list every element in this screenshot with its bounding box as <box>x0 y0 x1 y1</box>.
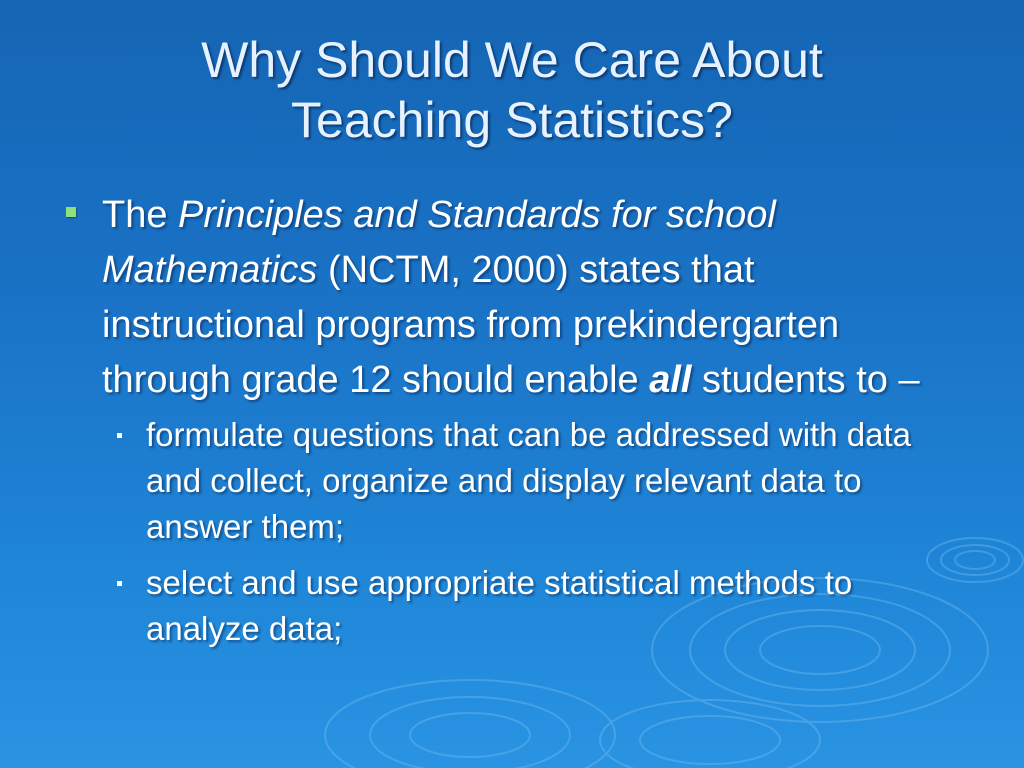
main-bullet-lead: The <box>102 194 179 236</box>
main-bullet-text: (NCTM, 2000) states that instructional programs from prekindergarten through grade 12 should enable <box>102 249 840 401</box>
slide-title <box>60 30 964 150</box>
slide-title-line-2: Teaching Statistics? <box>291 92 733 148</box>
sub-bullet-text: select and use appropriate statistical methods to analyze data; <box>146 564 853 647</box>
sub-bullet-item <box>146 412 960 550</box>
small-square-bullet-icon <box>117 581 122 586</box>
sub-bullet-text: formulate questions that can be addressed with data and collect, organize and display relevant data to answer them; <box>146 416 911 545</box>
main-bullet-end: students to – <box>691 359 920 401</box>
main-bullet-item <box>60 188 960 408</box>
sub-bullet-list <box>60 412 960 652</box>
slide-body <box>60 188 960 662</box>
square-bullet-icon <box>66 207 76 217</box>
small-square-bullet-icon <box>117 433 122 438</box>
slide-title-line-1: Why Should We Care About <box>201 32 823 88</box>
emphasis-all: all <box>649 359 692 401</box>
work-title-line-1: Principles and Standards for school <box>178 194 776 236</box>
sub-bullet-item <box>146 560 960 652</box>
work-title-line-2: Mathematics <box>102 249 318 291</box>
